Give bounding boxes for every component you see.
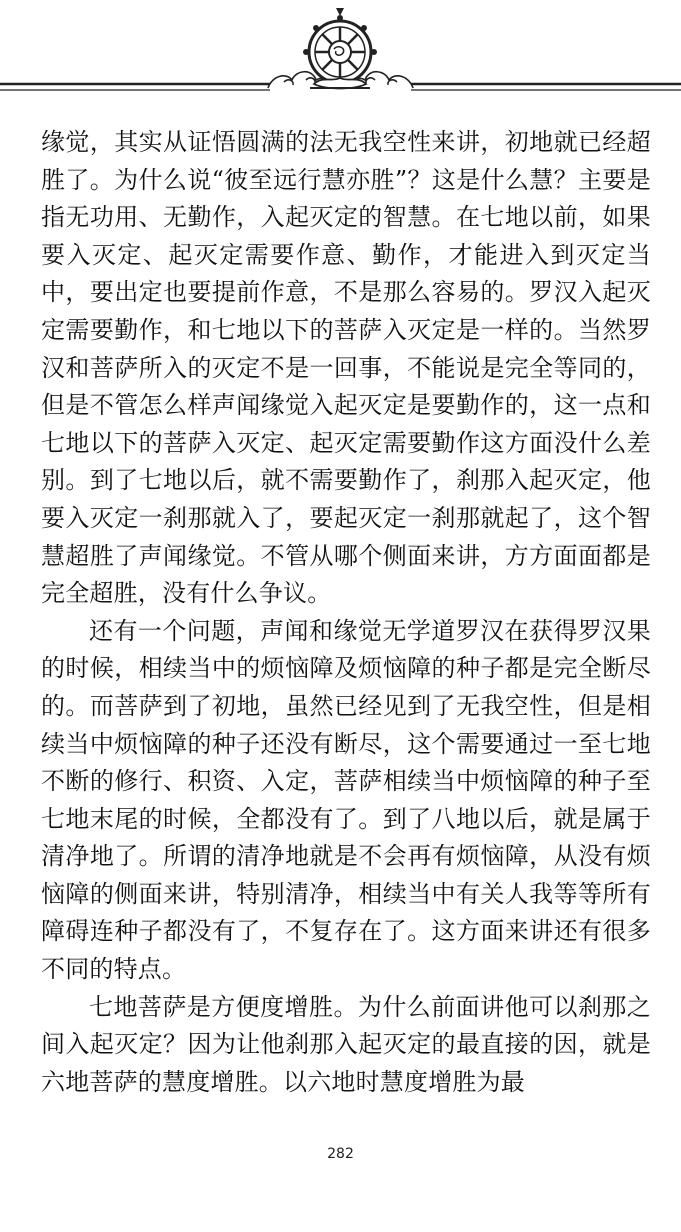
page-number: 282 bbox=[327, 1146, 354, 1162]
paragraph: 缘觉，其实从证悟圆满的法无我空性来讲，初地就已经超胜了。为什么说“彼至远行慧亦胜”？这是什么慧？主要是指无功用、无勤作，入起灭定的智慧。在七地以前，如果要入灭定、起灭定需要作意、勤作，才能进入到灭定当中，要出定也要提前作意，不是那么容易的。罗汉入起灭定需要勤作，和七地以下的菩萨入灭定是一样的。当然罗汉和菩萨所入的灭定不是一回事，不能说是完全等同的，但是不管怎么样声闻缘觉入起灭定是要勤作的，这一点和七地以下的菩萨入灭定、起灭定需要勤作这方面没什么差别。到了七地以后，就不需要勤作了，刹那入起灭定，他要入灭定一刹那就入了，要起灭定一刹那就起了，这个智慧超胜了声闻缘觉。不管从哪个侧面来讲，方方面面都是完全超胜，没有什么争议。 bbox=[41, 128, 651, 608]
paragraph: 七地菩萨是方便度增胜。为什么前面讲他可以刹那之间入起灭定？因为让他刹那入起灭定的最直接的因，就是六地菩萨的慧度增胜。以六地时慧度增胜为最 bbox=[41, 992, 651, 1096]
header-decoration bbox=[0, 0, 681, 110]
paragraph: 还有一个问题，声闻和缘觉无学道罗汉在获得罗汉果的时候，相续当中的烦恼障及烦恼障的种子都是完全断尽的。而菩萨到了初地，虽然已经见到了无我空性，但是相续当中烦恼障的种子还没有断尽，这个需要通过一至七地不断的修行、积资、入定，菩萨相续当中烦恼障的种子至七地末尾的时候，全都没有了。到了八地以后，就是属于清净地了。所谓的清净地就是不会再有烦恼障，从没有烦恼障的侧面来讲，特别清净，相续当中有关人我等等所有障碍连种子都没有了，不复存在了。这方面来讲还有很多不同的特点。 bbox=[41, 616, 651, 984]
page-header-ornament bbox=[0, 0, 681, 110]
main-text-block bbox=[41, 124, 651, 1101]
